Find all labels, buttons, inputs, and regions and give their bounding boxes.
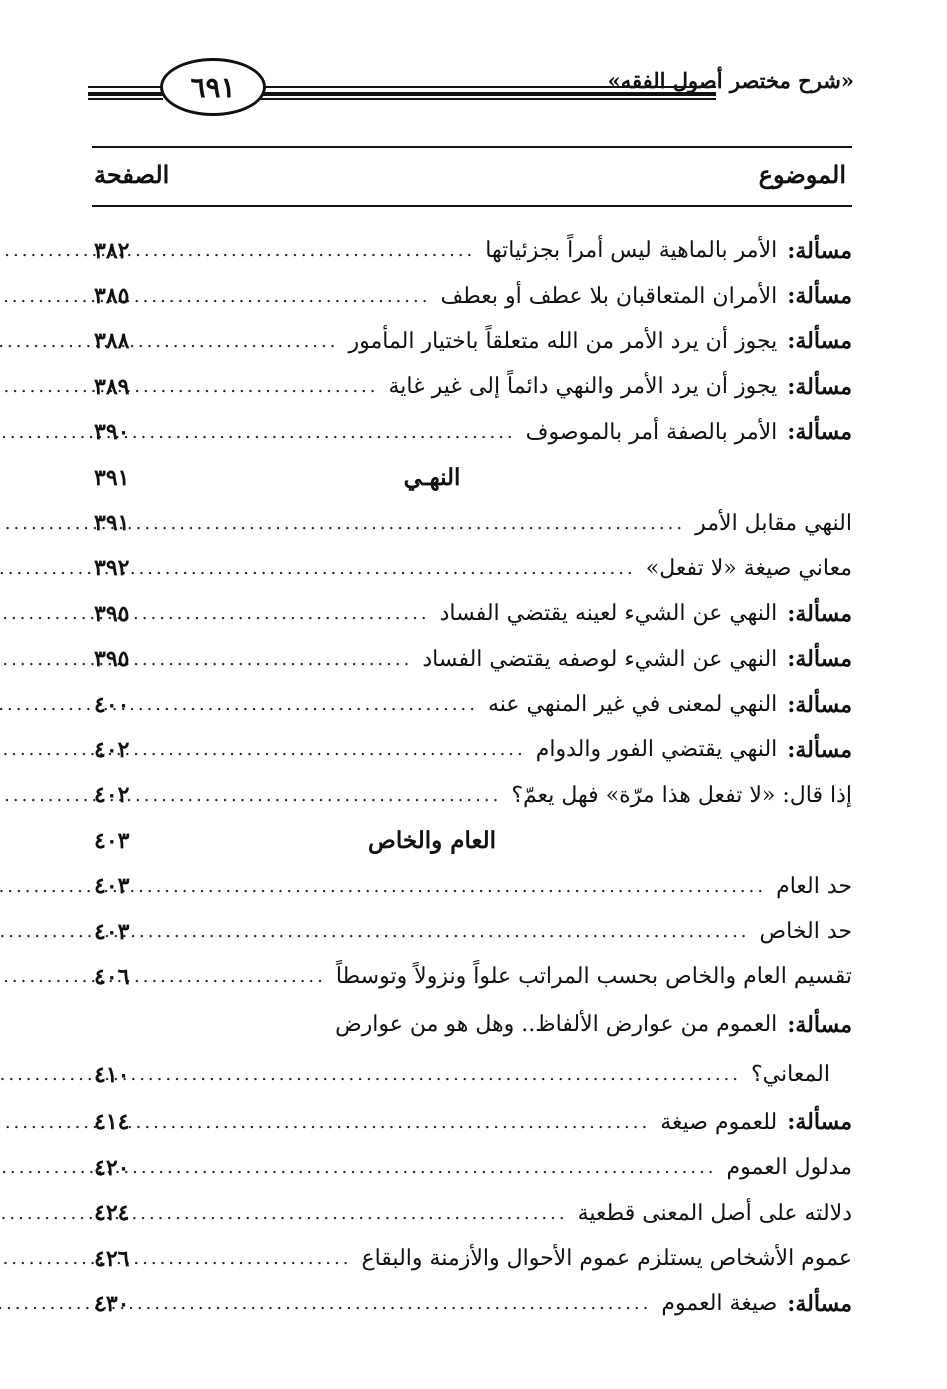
dot-leader: [0, 376, 379, 397]
entry-title: يجوز أن يرد الأمر من الله متعلقاً باختيار المأمور: [348, 328, 778, 354]
toc-entry: [92, 228, 852, 273]
dot-leader: [0, 286, 430, 307]
toc-section-heading: [92, 818, 852, 863]
divider: [92, 146, 852, 148]
entry-page-number: ٣٩١: [94, 510, 130, 537]
header-rule: [88, 98, 163, 100]
entry-page-number: ٤٣٠: [94, 1290, 130, 1317]
entry-page-number: ٣٩٥: [94, 646, 130, 673]
entry-title: حد العام: [776, 873, 852, 899]
header-rule: [88, 86, 163, 88]
dot-leader: [0, 240, 475, 261]
toc-entry: [92, 682, 852, 727]
entry-label: مسألة:: [787, 328, 852, 355]
entry-page-number: ٤٢٠: [94, 1154, 130, 1181]
header-rule: [258, 98, 716, 100]
dot-leader: [0, 603, 430, 624]
toc-entry: [92, 319, 852, 364]
entry-title: النهي عن الشيء لعينه يقتضي الفساد: [439, 601, 778, 627]
entry-title: المعاني؟: [751, 1062, 830, 1088]
dot-leader: [0, 1248, 351, 1269]
entry-title: مدلول العموم: [726, 1155, 852, 1181]
entry-label: مسألة:: [787, 237, 852, 264]
dot-leader: [0, 422, 516, 443]
toc-entry: [92, 773, 852, 818]
entry-label: مسألة:: [787, 1109, 852, 1136]
dot-leader: [0, 694, 478, 715]
entry-page-number: ٤١٠: [94, 1061, 130, 1088]
toc-entry: [92, 1050, 852, 1100]
entry-title: تقسيم العام والخاص بحسب المراتب علواً ونزولاً وتوسطاً: [335, 964, 852, 990]
entry-label: مسألة:: [787, 1290, 852, 1317]
entry-label: مسألة:: [787, 736, 852, 763]
toc-entry: [92, 1100, 852, 1145]
toc-entry: [92, 591, 852, 636]
section-title: النهـي: [403, 464, 461, 492]
toc-entry: [92, 1190, 852, 1235]
entry-title: معاني صيغة «لا تفعل»: [645, 555, 852, 581]
dot-leader: [0, 1203, 568, 1224]
entry-title: الأمران المتعاقبان بلا عطف أو بعطف: [440, 283, 778, 309]
entry-title: إذا قال: «لا تفعل هذا مرّة» فهل يعمّ؟: [511, 782, 852, 808]
entry-title: الأمر بالماهية ليس أمراً بجزئياتها: [485, 238, 778, 264]
toc-entry: [92, 1145, 852, 1190]
entry-title: دلالته على أصل المعنى قطعية: [577, 1200, 852, 1226]
entry-label: مسألة:: [787, 600, 852, 627]
entry-page-number: ٤٢٤: [94, 1200, 130, 1227]
entry-label: مسألة:: [787, 1011, 852, 1038]
entry-page-number: ٤٠٣: [94, 918, 130, 945]
entry-label: مسألة:: [787, 373, 852, 400]
entry-page-number: ٣٨٥: [94, 283, 130, 310]
book-title: «شرح مختصر أصول الفقه»: [607, 68, 854, 93]
toc-entry: [92, 954, 852, 999]
entry-title: النهي يقتضي الفور والدوام: [535, 737, 778, 763]
entry-title: صيغة العموم: [661, 1291, 778, 1317]
entry-page-number: ٣٩١: [94, 464, 130, 491]
entry-title: حد الخاص: [759, 919, 852, 945]
entry-page-number: ٣٨٨: [94, 328, 130, 355]
toc-entry: [92, 727, 852, 772]
entry-title: النهي مقابل الأمر: [695, 510, 852, 536]
entry-page-number: ٤٢٦: [94, 1245, 130, 1272]
divider: [92, 205, 852, 207]
entry-page-number: ٤٠٢: [94, 782, 130, 809]
dot-leader: [0, 331, 338, 352]
entry-title: النهي عن الشيء لوصفه يقتضي الفساد: [422, 646, 778, 672]
page-number-badge: ٦٩١: [160, 58, 266, 116]
toc-entry: [92, 1236, 852, 1281]
entry-page-number: ٤٠٢: [94, 736, 130, 763]
entry-title: الأمر بالصفة أمر بالموصوف: [525, 419, 778, 445]
toc-entry: [92, 364, 852, 409]
entry-label: مسألة:: [787, 419, 852, 446]
entry-page-number: ٤٠٣: [94, 873, 130, 900]
header-rule: [88, 92, 163, 96]
entry-page-number: ٣٩٥: [94, 600, 130, 627]
toc-entry: [92, 410, 852, 455]
toc-entry: [92, 1281, 852, 1326]
entry-title: للعموم صيغة: [660, 1109, 778, 1135]
column-page: الصفحة: [94, 160, 170, 189]
entry-page-number: ٣٨٩: [94, 373, 130, 400]
entry-label: مسألة:: [787, 646, 852, 673]
entry-page-number: ٣٩٢: [94, 555, 130, 582]
entry-title: النهي لمعنى في غير المنهي عنه: [488, 692, 778, 718]
toc-entry: [92, 546, 852, 591]
entry-page-number: ٤٠٠: [94, 691, 130, 718]
toc-entry: [92, 1000, 852, 1050]
entry-title: عموم الأشخاص يستلزم عموم الأحوال والأزمنة والبقاع: [361, 1246, 852, 1271]
dot-leader: [0, 785, 501, 806]
toc-entry: [92, 637, 852, 682]
entry-page-number: ٣٨٢: [94, 237, 130, 264]
dot-leader: [0, 966, 326, 987]
entry-page-number: ٤٠٣: [94, 827, 130, 854]
entry-title: العموم من عوارض الألفاظ.. وهل هو من عوارض: [335, 1012, 778, 1038]
entry-page-number: ٤٠٦: [94, 963, 130, 990]
toc-entry: [92, 863, 852, 908]
toc-entry: [92, 909, 852, 954]
entry-page-number: ٣٩٠: [94, 419, 130, 446]
entry-label: مسألة:: [787, 691, 852, 718]
entry-page-number: ٤١٤: [94, 1109, 130, 1136]
column-subject: الموضوع: [758, 160, 846, 189]
entry-title: يجوز أن يرد الأمر والنهي دائماً إلى غير غاية: [388, 374, 778, 400]
running-header: [88, 54, 854, 130]
dot-leader: [0, 739, 526, 760]
toc-section-heading: [92, 455, 852, 500]
column-headers: [92, 152, 852, 196]
toc-entry: [92, 500, 852, 545]
table-of-contents: [92, 228, 852, 1327]
section-title: العام والخاص: [368, 827, 496, 855]
toc-entry: [92, 273, 852, 318]
entry-label: مسألة:: [787, 283, 852, 310]
dot-leader: [0, 649, 412, 670]
